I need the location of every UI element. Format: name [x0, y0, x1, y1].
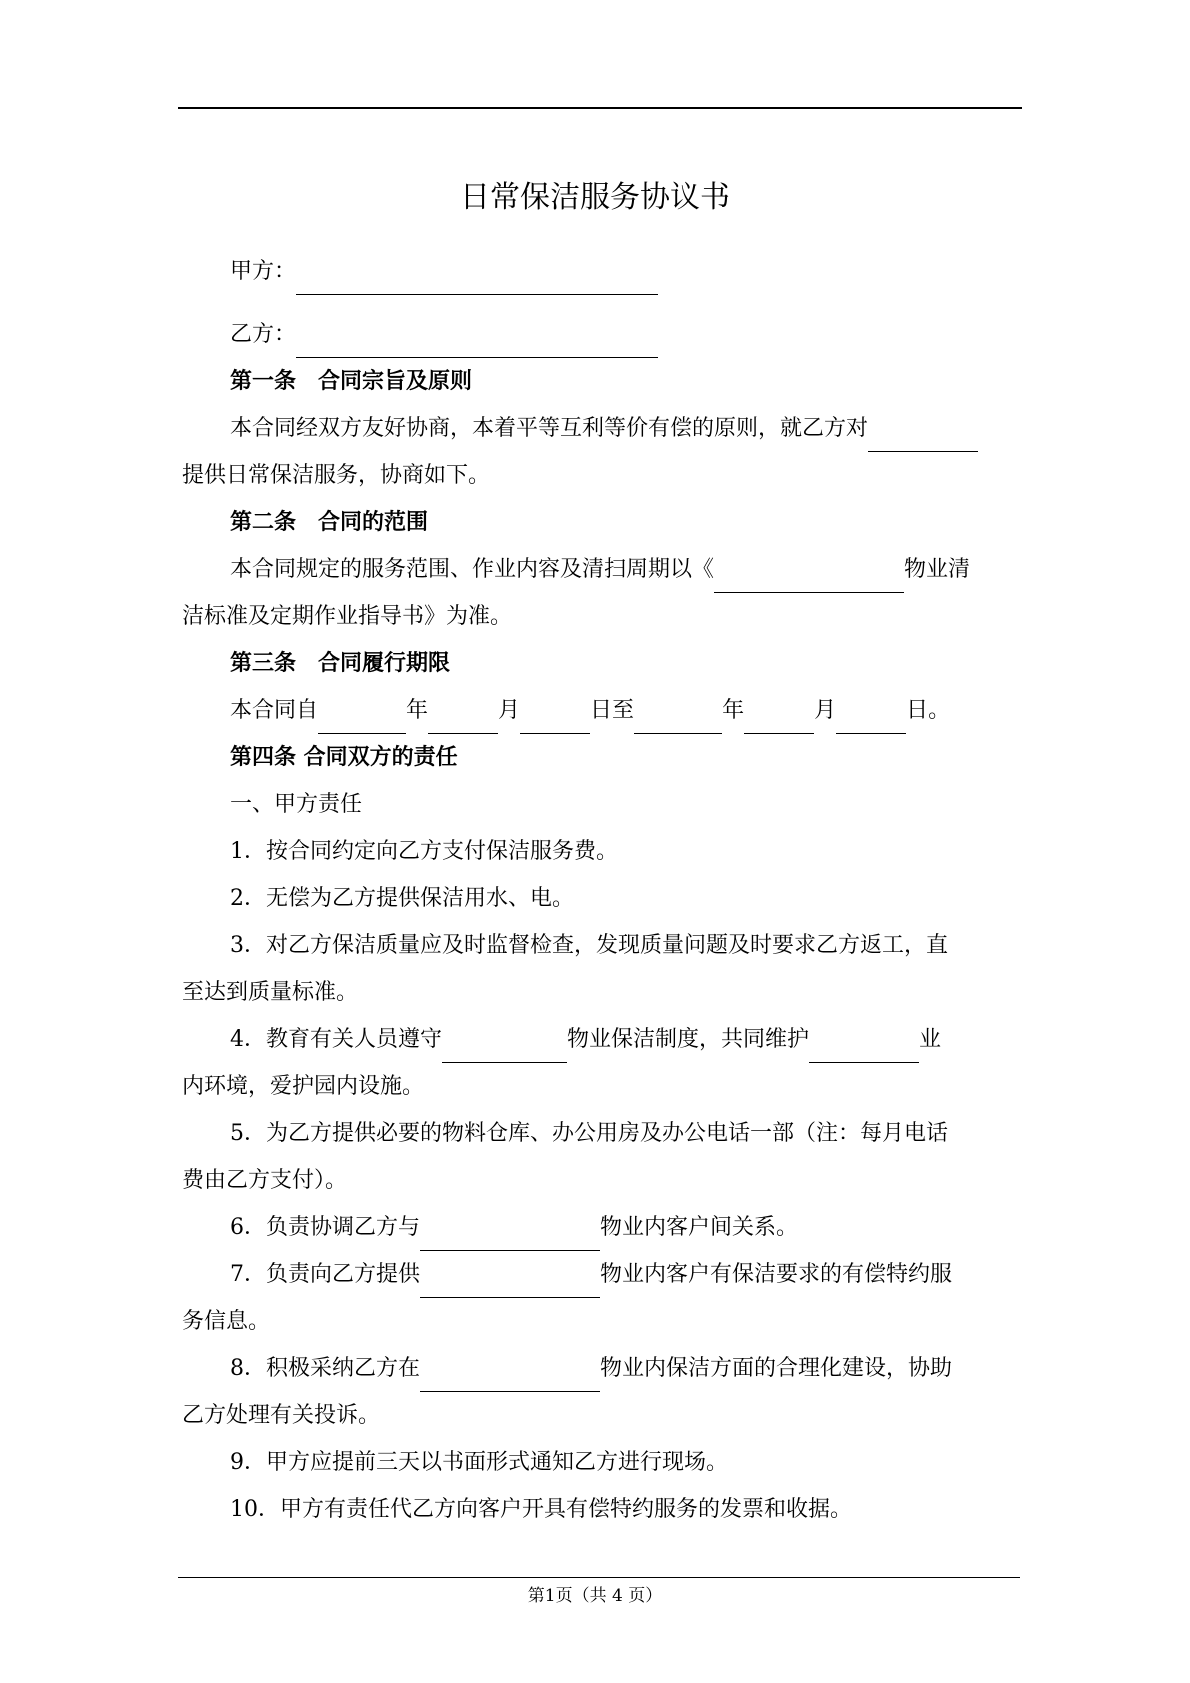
- start-day-blank[interactable]: [520, 701, 590, 734]
- end-year-blank[interactable]: [634, 701, 722, 734]
- footer-rule: [178, 1577, 1020, 1578]
- article-1-heading: 第一条 合同宗旨及原则: [230, 368, 473, 394]
- term-year-text: 年: [406, 698, 429, 723]
- party-a-label: 甲方：: [230, 259, 297, 284]
- article-1-blank[interactable]: [868, 419, 978, 452]
- duty-item-3-line-2: 至达到质量标准。: [182, 980, 359, 1005]
- term-year2-text: 年: [722, 698, 745, 723]
- duty-item-4-text-c: 业: [919, 1027, 942, 1052]
- duty-item-5-line-1: 5．为乙方提供必要的物料仓库、办公用房及办公电话一部（注：每月电话: [230, 1121, 948, 1146]
- article-2-blank[interactable]: [714, 560, 904, 593]
- term-day-end-text: 日。: [906, 698, 951, 723]
- duty-item-7-blank[interactable]: [420, 1265, 600, 1298]
- duty-item-7-text-b: 物业内客户有保洁要求的有偿特约服: [600, 1262, 953, 1287]
- duty-item-4-blank-2[interactable]: [809, 1030, 919, 1063]
- party-b-label: 乙方：: [230, 322, 297, 347]
- article-2-text-b: 物业清: [904, 557, 971, 582]
- duty-item-10: 10．甲方有责任代乙方向客户开具有偿特约服务的发票和收据。: [230, 1497, 852, 1522]
- article-4-subheading: 一、甲方责任: [230, 792, 363, 817]
- term-day-to-text: 日至: [590, 698, 635, 723]
- duty-item-6-text-a: 6．负责协调乙方与: [230, 1215, 420, 1240]
- term-month-text: 月: [498, 698, 521, 723]
- duty-item-7-line-1: [182, 1251, 1018, 1298]
- duty-item-6: [182, 1204, 1018, 1251]
- article-2-paragraph-line-1: [182, 546, 1018, 593]
- duty-item-4-text-b: 物业保洁制度，共同维护: [567, 1027, 810, 1052]
- term-start-text: 本合同自: [230, 698, 319, 723]
- document-body: [182, 248, 1018, 1533]
- duty-item-6-blank[interactable]: [420, 1218, 600, 1251]
- document-title: 日常保洁服务协议书: [460, 180, 730, 215]
- duty-item-4-blank-1[interactable]: [442, 1030, 567, 1063]
- duty-item-4-text-a: 4．教育有关人员遵守: [230, 1027, 442, 1052]
- term-month2-text: 月: [814, 698, 837, 723]
- duty-item-9: 9．甲方应提前三天以书面形式通知乙方进行现场。: [230, 1450, 728, 1475]
- article-1-paragraph-line-2: 提供日常保洁服务，协商如下。: [182, 463, 491, 488]
- article-1-text-a: 本合同经双方友好协商，本着平等互利等价有偿的原则，就乙方对: [230, 416, 869, 441]
- duty-item-1: 1．按合同约定向乙方支付保洁服务费。: [230, 839, 618, 864]
- duty-item-7-text-a: 7．负责向乙方提供: [230, 1262, 420, 1287]
- end-month-blank[interactable]: [744, 701, 814, 734]
- article-4-heading: 第四条 合同双方的责任: [230, 744, 458, 770]
- duty-item-8-line-2: 乙方处理有关投诉。: [182, 1403, 381, 1428]
- duty-item-7-line-2: 务信息。: [182, 1309, 271, 1334]
- start-month-blank[interactable]: [428, 701, 498, 734]
- duty-item-6-text-b: 物业内客户间关系。: [600, 1215, 799, 1240]
- duty-item-5-line-2: 费由乙方支付）。: [182, 1168, 348, 1193]
- party-b-line: [182, 311, 1018, 358]
- duty-item-8-text-a: 8．积极采纳乙方在: [230, 1356, 420, 1381]
- duty-item-4-line-2: 内环境，爱护园内设施。: [182, 1074, 425, 1099]
- duty-item-8-blank[interactable]: [420, 1359, 600, 1392]
- article-2-paragraph-line-2: 洁标准及定期作业指导书》为准。: [182, 604, 513, 629]
- header-rule: [178, 107, 1022, 109]
- article-1-paragraph-line-1: [182, 405, 1018, 452]
- party-a-line: [182, 248, 1018, 295]
- start-year-blank[interactable]: [318, 701, 406, 734]
- duty-item-8-text-b: 物业内保洁方面的合理化建设，协助: [600, 1356, 953, 1381]
- party-b-blank[interactable]: [296, 325, 658, 358]
- duty-item-3-line-1: 3．对乙方保洁质量应及时监督检查，发现质量问题及时要求乙方返工，直: [230, 933, 948, 958]
- article-3-heading: 第三条 合同履行期限: [230, 650, 451, 676]
- article-2-heading: 第二条 合同的范围: [230, 509, 429, 535]
- article-3-term-line: [182, 687, 1018, 734]
- party-a-blank[interactable]: [296, 262, 658, 295]
- page-number: 第1页（共 4 页）: [527, 1586, 663, 1606]
- duty-item-8-line-1: [182, 1345, 1018, 1392]
- end-day-blank[interactable]: [836, 701, 906, 734]
- article-2-text-a: 本合同规定的服务范围、作业内容及清扫周期以《: [230, 557, 715, 582]
- duty-item-2: 2．无偿为乙方提供保洁用水、电。: [230, 886, 574, 911]
- duty-item-4-line-1: [182, 1016, 1018, 1063]
